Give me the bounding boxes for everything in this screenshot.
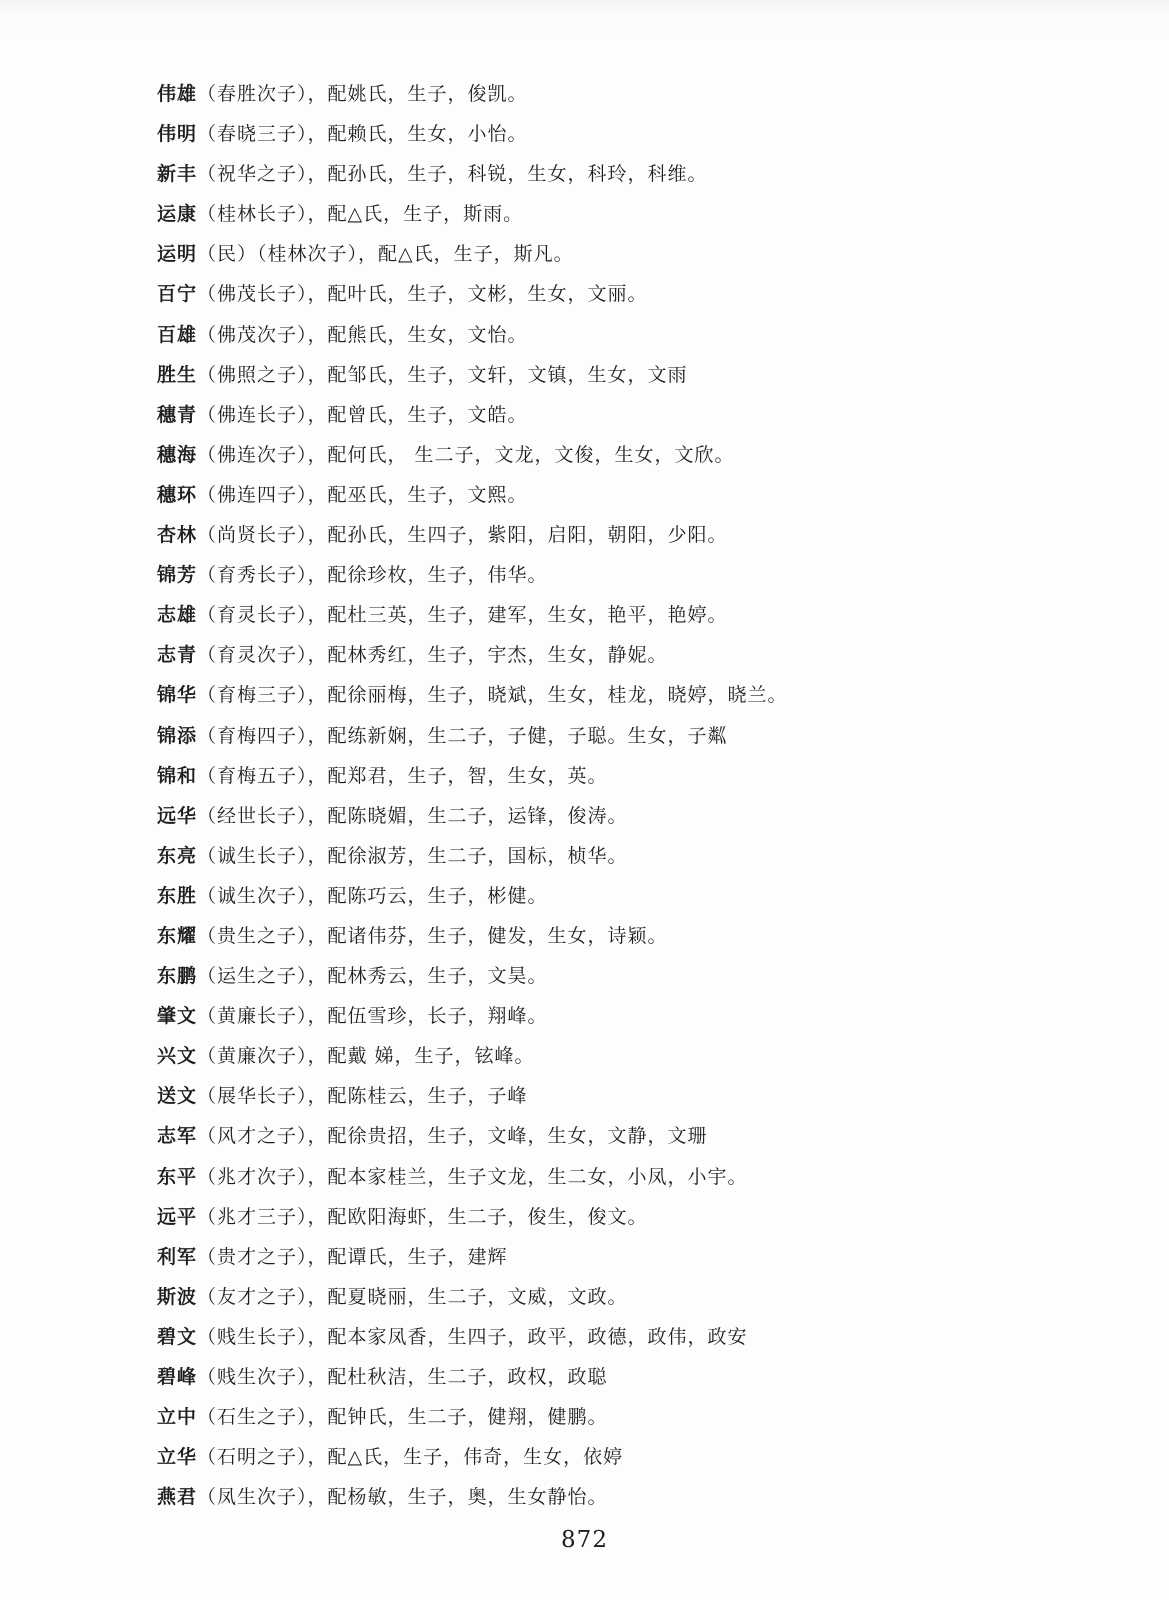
entry-name: 穗海 xyxy=(157,443,198,466)
genealogy-entry xyxy=(157,1477,1117,1517)
entry-text: （贱生长子），配本家凤香，生四子，政平，政德，政伟，政安 xyxy=(197,1325,748,1348)
entry-text: （春胜次子），配姚氏，生子，俊凯。 xyxy=(197,83,528,105)
entry-name: 运明 xyxy=(157,243,198,266)
genealogy-entry xyxy=(157,1076,1117,1116)
genealogy-entry xyxy=(157,515,1117,555)
entry-text: （黄廉长子），配伍雪珍，长子，翔峰。 xyxy=(197,1005,548,1028)
entry-name: 穗环 xyxy=(157,483,198,506)
genealogy-entry xyxy=(157,635,1117,675)
genealogy-entry xyxy=(157,716,1117,756)
entry-text: （凤生次子），配杨敏，生子，奥，生女静怡。 xyxy=(197,1486,608,1509)
entry-name: 斯波 xyxy=(157,1285,198,1308)
entry-text: （黄廉次子），配戴 娣，生子，铉峰。 xyxy=(197,1045,535,1068)
entry-text: （育梅五子），配郑君，生子，智，生女，英。 xyxy=(197,764,608,787)
entry-text: （友才之子），配夏晓丽，生二子，文威，文政。 xyxy=(197,1285,628,1308)
entry-text: （石明之子），配△氏，生子，伟奇，生女，依婷 xyxy=(197,1446,624,1469)
genealogy-entry xyxy=(157,1036,1117,1076)
entry-name: 穗青 xyxy=(157,403,198,426)
genealogy-entry xyxy=(157,74,1117,114)
entry-name: 立华 xyxy=(157,1446,198,1469)
entry-text: （风才之子），配徐贵招，生子，文峰，生女，文静，文珊 xyxy=(197,1125,708,1148)
genealogy-entry xyxy=(157,1116,1117,1156)
genealogy-entry xyxy=(157,234,1117,274)
entry-name: 杏林 xyxy=(157,524,198,547)
entry-name: 碧文 xyxy=(157,1325,198,1348)
genealogy-entry xyxy=(157,274,1117,314)
entry-name: 碧峰 xyxy=(157,1366,198,1388)
entry-name: 百宁 xyxy=(157,283,198,306)
entry-name: 伟明 xyxy=(157,123,198,146)
entry-name: 锦添 xyxy=(157,724,198,747)
entry-text: （佛连四子），配巫氏，生子，文熙。 xyxy=(197,483,528,506)
entry-text: （诚生长子），配徐淑芳，生二子，国标，桢华。 xyxy=(197,844,628,867)
entry-text: （展华长子），配陈桂云，生子，子峰 xyxy=(197,1085,528,1108)
entry-text: （运生之子），配林秀云，生子，文昊。 xyxy=(197,965,548,988)
genealogy-entry xyxy=(157,395,1117,435)
genealogy-entry xyxy=(157,1317,1117,1357)
entry-name: 东平 xyxy=(157,1165,198,1188)
genealogy-entries xyxy=(157,74,1117,1517)
entry-text: （春晓三子），配赖氏，生女，小怡。 xyxy=(197,123,528,146)
entry-name: 利军 xyxy=(157,1245,198,1268)
entry-text: （诚生次子），配陈巧云，生子，彬健。 xyxy=(197,884,548,907)
entry-text: （育灵次子），配林秀红，生子，宇杰，生女，静妮。 xyxy=(197,644,668,667)
genealogy-entry xyxy=(157,1157,1117,1197)
entry-name: 燕君 xyxy=(157,1486,198,1509)
entry-name: 远华 xyxy=(157,804,198,827)
entry-name: 送文 xyxy=(157,1085,198,1108)
entry-name: 东亮 xyxy=(157,844,198,867)
entry-text: （佛照之子），配邹氏，生子，文轩，文镇，生女，文雨 xyxy=(197,363,688,386)
genealogy-entry xyxy=(157,1197,1117,1237)
entry-name: 东胜 xyxy=(157,884,198,907)
genealogy-entry xyxy=(157,435,1117,475)
entry-name: 新丰 xyxy=(157,163,198,186)
genealogy-entry xyxy=(157,1357,1117,1397)
genealogy-entry xyxy=(157,836,1117,876)
genealogy-entry xyxy=(157,1437,1117,1477)
entry-name: 志雄 xyxy=(157,604,198,627)
genealogy-entry xyxy=(157,675,1117,715)
entry-text: （兆才次子），配本家桂兰，生子文龙，生二女，小凤，小宇。 xyxy=(197,1165,748,1188)
entry-text: （贱生次子），配杜秋洁，生二子，政权，政聪 xyxy=(197,1366,608,1388)
entry-name: 百雄 xyxy=(157,323,198,346)
entry-text: （兆才三子），配欧阳海虾，生二子，俊生，俊文。 xyxy=(197,1205,648,1228)
entry-name: 志青 xyxy=(157,644,198,667)
entry-text: （佛茂次子），配熊氏，生女，文怡。 xyxy=(197,323,528,346)
entry-name: 远平 xyxy=(157,1205,198,1228)
entry-text: （桂林长子），配△氏，生子，斯雨。 xyxy=(197,203,524,226)
genealogy-entry xyxy=(157,1237,1117,1277)
entry-name: 胜生 xyxy=(157,363,198,386)
entry-name: 运康 xyxy=(157,203,198,226)
genealogy-entry xyxy=(157,315,1117,355)
genealogy-entry xyxy=(157,876,1117,916)
entry-text: （民）（桂林次子），配△氏，生子，斯凡。 xyxy=(197,243,574,266)
entry-text: （佛连次子），配何氏， 生二子，文龙，文俊，生女，文欣。 xyxy=(197,443,735,466)
entry-text: （尚贤长子），配孙氏，生四子，紫阳，启阳，朝阳，少阳。 xyxy=(197,524,728,547)
entry-text: （石生之子），配钟氏，生二子，健翔，健鹏。 xyxy=(197,1406,608,1429)
entry-text: （佛连长子），配曾氏，生子，文皓。 xyxy=(197,403,528,426)
genealogy-entry xyxy=(157,796,1117,836)
genealogy-entry xyxy=(157,355,1117,395)
entry-text: （祝华之子），配孙氏，生子，科锐，生女，科玲，科维。 xyxy=(197,163,708,186)
entry-name: 锦芳 xyxy=(157,564,198,587)
genealogy-entry xyxy=(157,114,1117,154)
entry-name: 东鹏 xyxy=(157,965,198,988)
entry-name: 东耀 xyxy=(157,924,198,947)
entry-text: （育秀长子），配徐珍枚，生子，伟华。 xyxy=(197,564,548,587)
entry-text: （育灵长子），配杜三英，生子，建军，生女，艳平，艳婷。 xyxy=(197,604,728,627)
genealogy-entry xyxy=(157,1397,1117,1437)
genealogy-entry xyxy=(157,555,1117,595)
genealogy-entry xyxy=(157,475,1117,515)
genealogy-entry xyxy=(157,595,1117,635)
genealogy-entry xyxy=(157,154,1117,194)
genealogy-entry xyxy=(157,956,1117,996)
genealogy-entry xyxy=(157,194,1117,234)
genealogy-entry xyxy=(157,1277,1117,1317)
entry-text: （育梅三子），配徐丽梅，生子，晓斌，生女，桂龙，晓婷，晓兰。 xyxy=(197,684,788,707)
entry-name: 志军 xyxy=(157,1125,198,1148)
entry-name: 立中 xyxy=(157,1406,198,1429)
genealogy-entry xyxy=(157,756,1117,796)
entry-name: 锦华 xyxy=(157,684,198,707)
entry-name: 伟雄 xyxy=(157,83,198,105)
entry-name: 锦和 xyxy=(157,764,198,787)
genealogy-entry xyxy=(157,996,1117,1036)
entry-text: （贵才之子），配谭氏，生子，建辉 xyxy=(197,1245,508,1268)
entry-name: 兴文 xyxy=(157,1045,198,1068)
genealogy-entry xyxy=(157,916,1117,956)
entry-text: （佛茂长子），配叶氏，生子，文彬，生女，文丽。 xyxy=(197,283,648,306)
entry-text: （经世长子），配陈晓媚，生二子，运锋，俊涛。 xyxy=(197,804,628,827)
page-number: 872 xyxy=(561,1527,608,1553)
entry-text: （贵生之子），配诸伟芬，生子，健发，生女，诗颖。 xyxy=(197,924,668,947)
entry-text: （育梅四子），配练新娴，生二子，子健，子聪。生女，子粼 xyxy=(197,724,728,747)
entry-name: 肇文 xyxy=(157,1005,198,1028)
